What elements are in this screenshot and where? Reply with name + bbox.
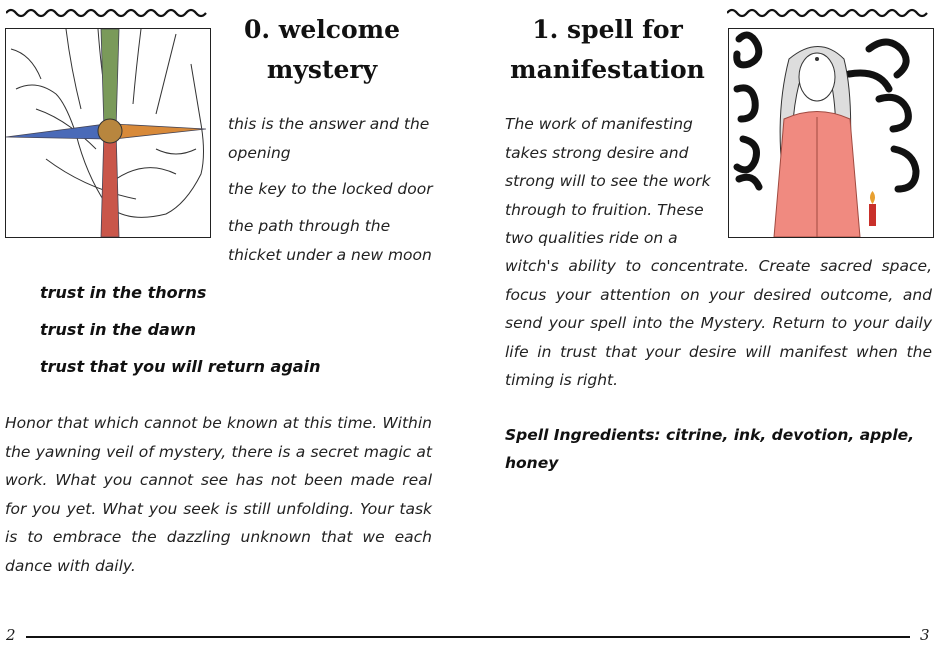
hand-with-compass-cross-icon (6, 29, 210, 237)
right-wavy-divider (727, 6, 932, 20)
trust-line: trust that you will return again (40, 357, 321, 376)
spell-paragraph: witch's ability to concentrate. Create sacred space, focus your attention on your desired outcome, and send your spell into the Mystery. Return to your daily life in trust that your desire will manifest when the timing is right. (505, 257, 932, 389)
left-wavy-divider (6, 6, 211, 20)
spell-wrap-line: through to fruition. These (505, 201, 704, 219)
spell-ingredients: Spell Ingredients: citrine, ink, devotion, apple, honey (505, 426, 915, 472)
intro-line: the key to the locked door (228, 180, 433, 198)
right-title-line1: 1. spell for (532, 15, 683, 44)
left-page-number: 2 (6, 626, 16, 644)
hand-compass-illustration (5, 28, 211, 238)
right-page-number: 3 (920, 626, 930, 644)
spell-wrap-line: strong will to see the work (505, 172, 711, 190)
intro-line: the path through the (228, 217, 391, 235)
footer-rule (26, 636, 910, 638)
spell-wrap-line: The work of manifesting (505, 115, 693, 133)
intro-line: thicket under a new moon (228, 246, 432, 264)
spell-wrap-line: two qualities ride on a (505, 229, 678, 247)
intro-line: opening (228, 144, 291, 162)
spell-wrap-line: takes strong desire and (505, 144, 689, 162)
woman-with-candle-and-smoke-icon (729, 29, 933, 237)
intro-line: this is the answer and the (228, 115, 430, 133)
woman-candle-illustration (728, 28, 934, 238)
left-paragraph: Honor that which cannot be known at this time. Within the yawning veil of mystery, there is a secret magic at work. What you cannot see has not been made real for you yet. What you seek is still unfolding. Your task is to embrace the dazzling unknown that we each dance with daily. (5, 414, 432, 575)
right-title-line2: manifestation (510, 55, 705, 84)
trust-line: trust in the dawn (40, 320, 196, 339)
left-page-title (232, 10, 412, 90)
left-title-line1: 0. welcome (244, 15, 400, 44)
left-title-line2: mystery (266, 55, 378, 84)
trust-line: trust in the thorns (40, 283, 207, 302)
right-page-title (505, 10, 710, 90)
